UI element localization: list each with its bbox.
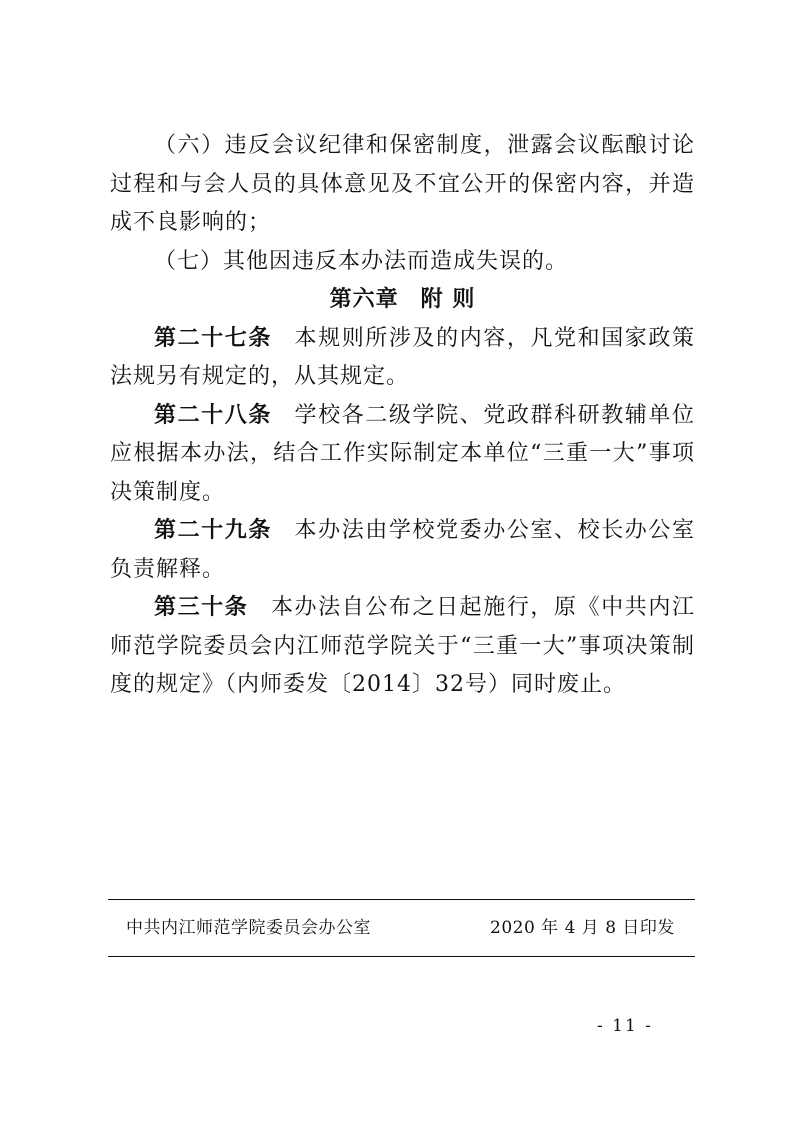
- chapter-number: 第六章: [329, 287, 399, 312]
- article-28: [110, 397, 695, 513]
- article-label: 第二十七条: [154, 325, 272, 351]
- article-text: 本规则所涉及的内容，凡党和国家政策法规另有规定的，从其规定。: [110, 325, 695, 389]
- chapter-heading: [110, 281, 695, 320]
- article-30: [110, 589, 695, 705]
- chapter-title: 附 则: [420, 287, 476, 312]
- article-label: 第二十八条: [154, 402, 272, 428]
- page-number: - 11 -: [597, 1016, 653, 1036]
- article-text: 本办法由学校党委办公室、校长办公室负责解释。: [110, 518, 695, 582]
- footer-issuer: 中共内江师范学院委员会办公室: [126, 918, 371, 938]
- article-text: 学校各二级学院、党政群科研教辅单位应根据本办法，结合工作实际制定本单位“三重一大”事项决策制度。: [110, 402, 695, 505]
- paragraph-item-6: （六）违反会议纪律和保密制度，泄露会议酝酿讨论过程和与会人员的具体意见及不宜公开的保密内容，并造成不良影响的；: [110, 133, 695, 235]
- body-text: [110, 127, 695, 705]
- paragraph-item-7: （七）其他因违反本办法而造成失误的。: [154, 248, 569, 274]
- footer-rule-top: [108, 899, 695, 900]
- article-label: 第三十条: [154, 595, 249, 620]
- footer-rule-bottom: [108, 956, 695, 957]
- footer-date: 2020 年 4 月 8 日印发: [490, 918, 675, 938]
- article-29: [110, 512, 695, 589]
- article-text: 本办法自公布之日起施行，原《中共内江师范学院委员会内江师范学院关于“三重一大”事项决策制度的规定》（内师委发〔2014〕32号）同时废止。: [110, 595, 695, 697]
- article-27: [110, 320, 695, 397]
- article-label: 第二十九条: [154, 518, 272, 543]
